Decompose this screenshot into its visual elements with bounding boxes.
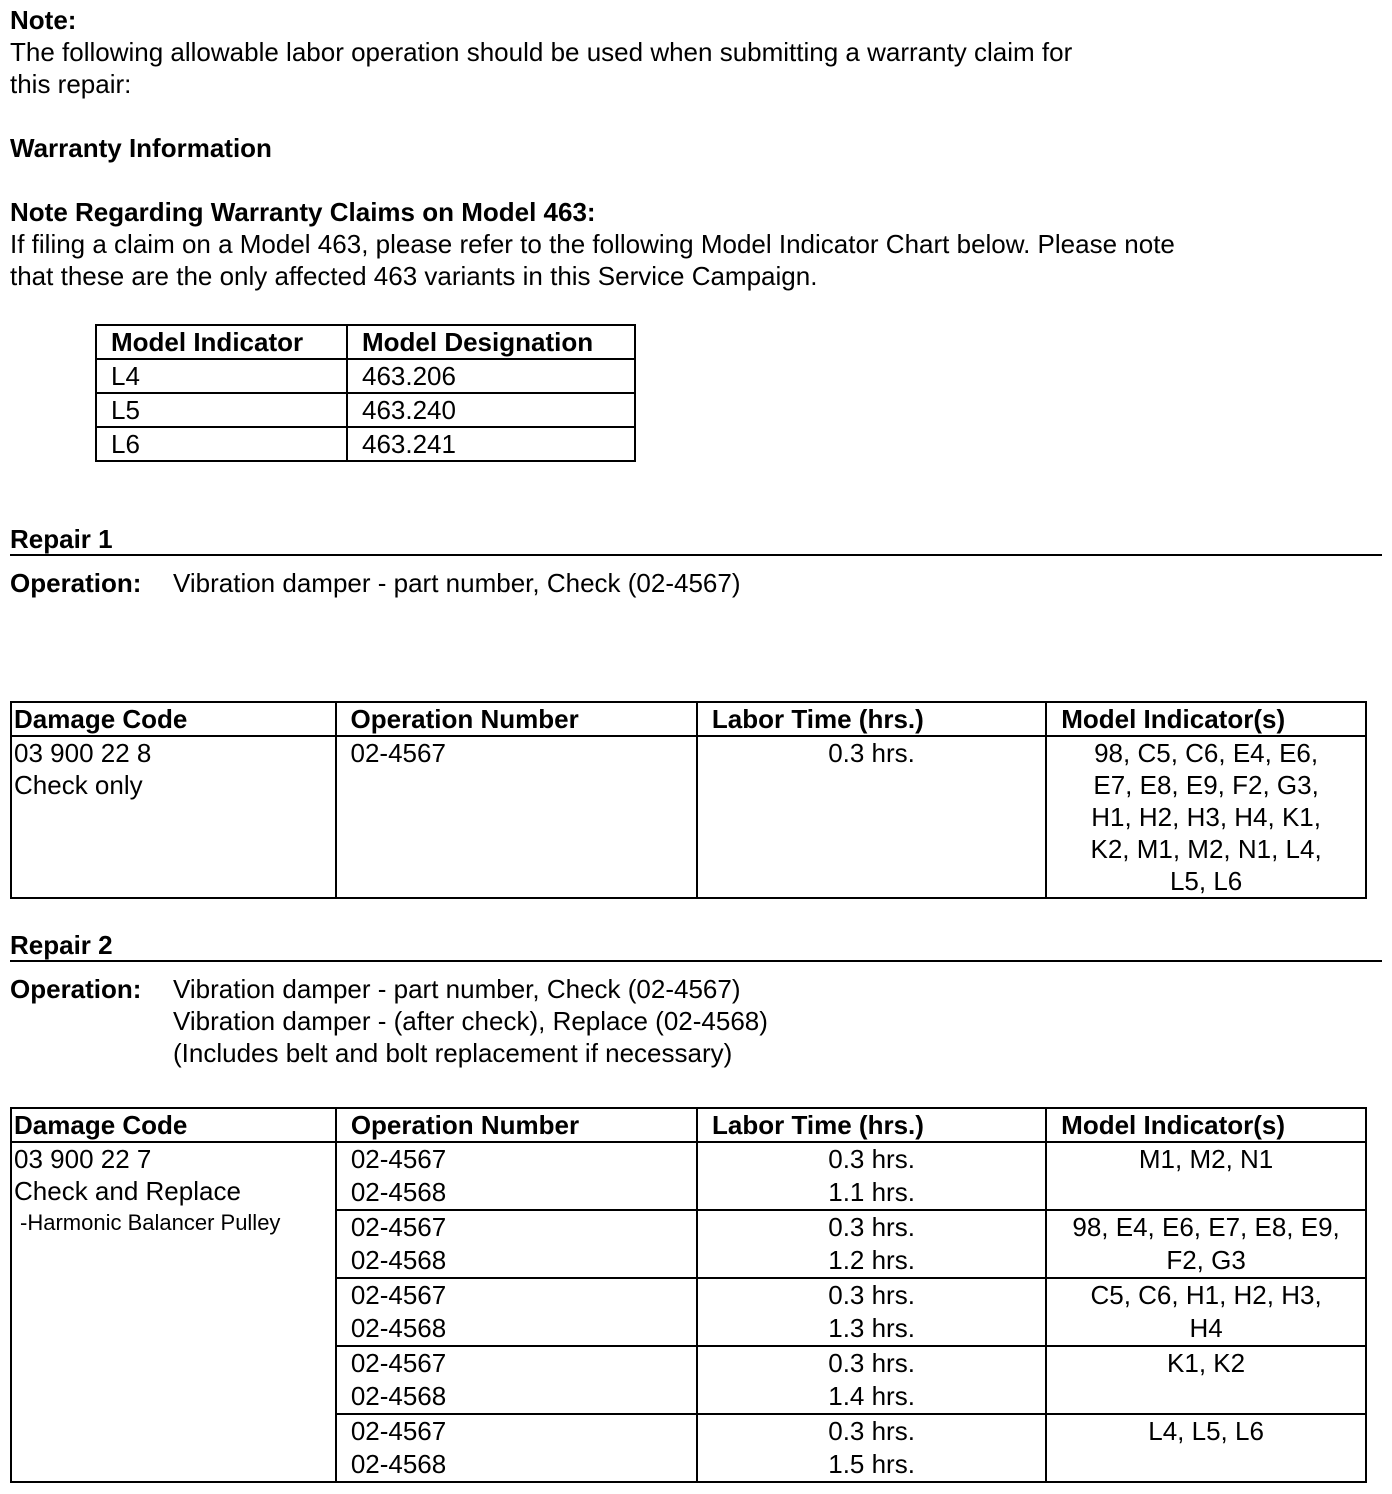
model-indicators-line: L5, L6 [1169, 866, 1243, 896]
col-header-model-indicators: Model Indicator(s) [1046, 702, 1366, 736]
operation-number: 02-4567 [350, 1212, 447, 1242]
col-header-operation-number: Operation Number [336, 702, 697, 736]
note-line-2: this repair: [10, 69, 132, 99]
repair2-table [10, 1107, 1367, 1483]
labor-time-cell [697, 1142, 1046, 1210]
table-row [11, 1142, 1366, 1210]
model-indicators-line: E7, E8, E9, F2, G3, [1093, 770, 1319, 800]
model-indicators-cell [1046, 1278, 1366, 1346]
model-indicators-cell [1046, 1414, 1366, 1482]
labor-time-cell [697, 1414, 1046, 1482]
model-indicators-line: H4 [1189, 1313, 1223, 1343]
labor-time: 1.2 hrs. [828, 1245, 915, 1275]
repair2-operation-line-2: Vibration damper - (after check), Replace (02-4568) [173, 1006, 768, 1036]
warranty-heading: Warranty Information [10, 133, 272, 163]
col-header-model-indicators: Model Indicator(s) [1046, 1108, 1366, 1142]
model-indicators-line: K2, M1, M2, N1, L4, [1090, 834, 1322, 864]
labor-time: 0.3 hrs. [828, 1348, 915, 1378]
model-indicator-cell: L5 [96, 393, 347, 427]
operation-number: 02-4567 [350, 738, 446, 768]
model-indicators-cell [1046, 1346, 1366, 1414]
labor-time: 1.1 hrs. [828, 1177, 915, 1207]
col-header-model-indicator: Model Indicator [96, 325, 347, 359]
model-designation-cell: 463.241 [347, 427, 635, 461]
model-indicator-cell: L4 [96, 359, 347, 393]
operation-number-cell [336, 1142, 697, 1210]
operation-number: 02-4568 [350, 1381, 447, 1411]
col-header-damage-code: Damage Code [11, 702, 336, 736]
col-header-labor-time: Labor Time (hrs.) [697, 1108, 1046, 1142]
table-row [11, 736, 1366, 898]
table-row [96, 359, 635, 393]
operation-number-cell [336, 736, 697, 898]
table-row [96, 393, 635, 427]
labor-time: 0.3 hrs. [828, 1144, 915, 1174]
repair1-divider [10, 554, 1382, 556]
model-indicators-line: 98, C5, C6, E4, E6, [1094, 738, 1319, 768]
operation-number-cell [336, 1278, 697, 1346]
repair2-divider [10, 960, 1382, 962]
labor-time-cell [697, 736, 1046, 898]
operation-number: 02-4567 [350, 1144, 447, 1174]
model-indicators-line: F2, G3 [1166, 1245, 1246, 1275]
repair1-table [10, 701, 1367, 899]
labor-time: 0.3 hrs. [828, 1280, 915, 1310]
labor-time: 1.4 hrs. [828, 1381, 915, 1411]
col-header-damage-code: Damage Code [11, 1108, 336, 1142]
model-indicators-cell [1046, 736, 1366, 898]
model-indicators-cell [1046, 1142, 1366, 1210]
repair2-operation-line-1: Vibration damper - part number, Check (02-4567) [173, 974, 741, 1004]
model-indicators-line: H1, H2, H3, H4, K1, [1091, 802, 1321, 832]
labor-time-cell [697, 1278, 1046, 1346]
operation-number: 02-4567 [350, 1348, 447, 1378]
operation-number-cell [336, 1210, 697, 1278]
repair2-operation-line-3: (Includes belt and bolt replacement if necessary) [173, 1038, 733, 1068]
note-line-1: The following allowable labor operation should be used when submitting a warranty claim for [10, 37, 1073, 67]
damage-code: 03 900 22 8 [14, 738, 152, 768]
labor-time: 1.5 hrs. [828, 1449, 915, 1479]
operation-number-cell [336, 1346, 697, 1414]
model463-line-1: If filing a claim on a Model 463, please refer to the following Model Indicator Chart below. Please note [10, 229, 1175, 259]
model-indicators-line: L4, L5, L6 [1148, 1416, 1264, 1446]
note-heading: Note: [10, 5, 77, 35]
model-indicators-line: M1, M2, N1 [1138, 1144, 1274, 1174]
model-indicators-line: K1, K2 [1167, 1348, 1246, 1378]
labor-time: 0.3 hrs. [828, 738, 915, 768]
damage-code-cell [11, 1142, 336, 1482]
model-designation-cell: 463.240 [347, 393, 635, 427]
labor-time-cell [697, 1346, 1046, 1414]
damage-code-cell [11, 736, 336, 898]
operation-number-cell [336, 1414, 697, 1482]
col-header-operation-number: Operation Number [336, 1108, 697, 1142]
operation-number: 02-4567 [350, 1416, 447, 1446]
operation-number: 02-4568 [350, 1245, 447, 1275]
repair2-operation-label: Operation: [10, 974, 142, 1004]
model-indicators-cell [1046, 1210, 1366, 1278]
model-indicator-cell: L6 [96, 427, 347, 461]
model-indicator-table [95, 324, 636, 462]
operation-number: 02-4568 [350, 1449, 447, 1479]
model463-heading: Note Regarding Warranty Claims on Model 463: [10, 197, 596, 227]
table-row [96, 427, 635, 461]
labor-time: 0.3 hrs. [828, 1416, 915, 1446]
model-designation-cell: 463.206 [347, 359, 635, 393]
damage-code: 03 900 22 7 [14, 1144, 152, 1174]
labor-time: 1.3 hrs. [828, 1313, 915, 1343]
operation-number: 02-4568 [350, 1177, 447, 1207]
repair1-operation-label: Operation: [10, 568, 142, 598]
repair1-heading: Repair 1 [10, 524, 113, 554]
damage-description: Check and Replace [14, 1176, 241, 1206]
damage-description: Check only [14, 770, 143, 800]
damage-subdescription: -Harmonic Balancer Pulley [20, 1210, 281, 1235]
labor-time: 0.3 hrs. [828, 1212, 915, 1242]
operation-number: 02-4567 [350, 1280, 447, 1310]
operation-number: 02-4568 [350, 1313, 447, 1343]
col-header-labor-time: Labor Time (hrs.) [697, 702, 1046, 736]
repair2-heading: Repair 2 [10, 930, 113, 960]
labor-time-cell [697, 1210, 1046, 1278]
model-indicators-line: C5, C6, H1, H2, H3, [1090, 1280, 1322, 1310]
col-header-model-designation: Model Designation [347, 325, 635, 359]
model-indicators-line: 98, E4, E6, E7, E8, E9, [1072, 1212, 1340, 1242]
repair1-operation-line-1: Vibration damper - part number, Check (02-4567) [173, 568, 741, 598]
model463-line-2: that these are the only affected 463 variants in this Service Campaign. [10, 261, 818, 291]
